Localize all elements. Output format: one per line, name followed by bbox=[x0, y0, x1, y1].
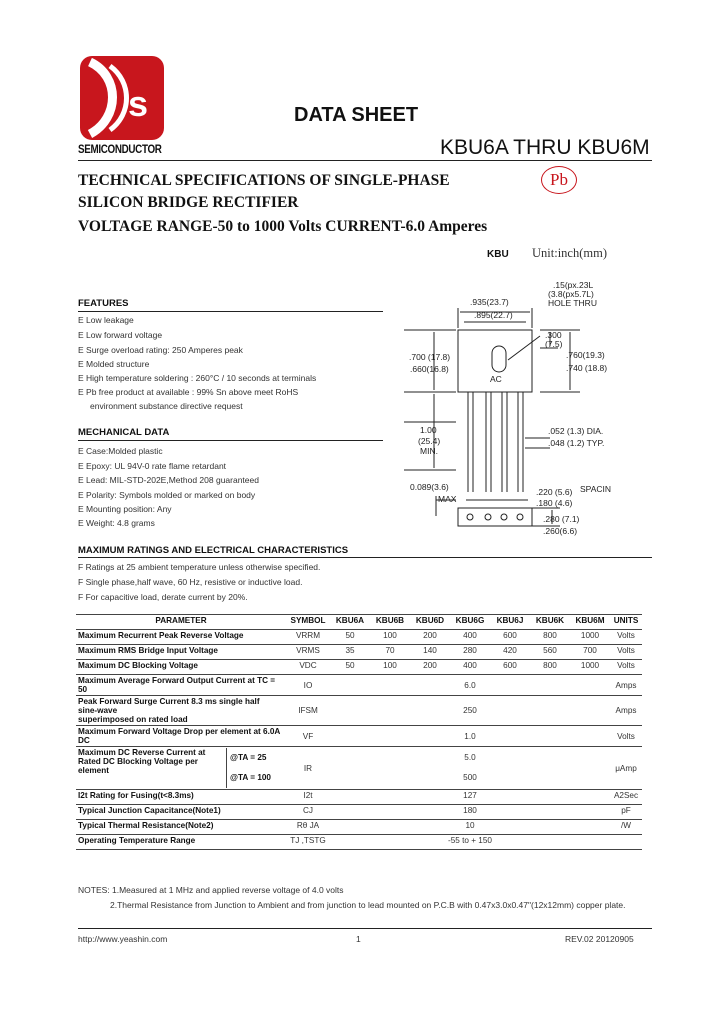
dim-hole-1: .15(px.23L bbox=[553, 280, 594, 290]
dim-hole-3: HOLE THRU bbox=[548, 298, 597, 308]
ratings-note: F For capacitive load, derate current by 20%. bbox=[78, 592, 248, 602]
unit-note: Unit:inch(mm) bbox=[532, 246, 607, 260]
revision: REV.02 20120905 bbox=[565, 934, 634, 944]
svg-text:s: s bbox=[128, 83, 149, 124]
table-row: Typical Thermal Resistance(Note2) Rθ JA 10 /W bbox=[76, 820, 642, 835]
dim-lead-length: 1.00 bbox=[420, 425, 437, 435]
ratings-rule bbox=[78, 557, 652, 558]
dim-body-height-min: .740 (18.8) bbox=[566, 363, 608, 373]
feature-item: E Molded structure bbox=[78, 359, 150, 369]
dim-width-max: .935(23.7) bbox=[470, 297, 509, 307]
dim-hole-offset: .300 bbox=[545, 330, 562, 340]
package-outline-drawing bbox=[400, 270, 650, 560]
model-range: KBU6A THRU KBU6M bbox=[440, 136, 650, 159]
footer-url[interactable]: http://www.yeashin.com bbox=[78, 934, 168, 944]
ac-label: AC bbox=[490, 374, 502, 384]
feature-item: environment substance directive request bbox=[90, 401, 243, 411]
note-2: 2.Thermal Resistance from Junction to Ambient and from junction to lead mounted on P.C.B with 0.47x3.0x0.47"(12x12mm) copper plate. bbox=[110, 900, 626, 910]
features-rule bbox=[78, 311, 383, 312]
table-row: Maximum Recurrent Peak Reverse Voltage VRRM 50 100 200 400 600 800 1000 Volts bbox=[76, 630, 642, 645]
ratings-note: F Ratings at 25 ambient temperature unless otherwise specified. bbox=[78, 562, 321, 572]
dim-width-min: .895(22.7) bbox=[474, 310, 513, 320]
dim-hole-offset-mm: (7.5) bbox=[545, 339, 563, 349]
header-rule bbox=[78, 160, 652, 161]
footer-rule bbox=[78, 928, 652, 929]
feature-item: E Low forward voltage bbox=[78, 330, 163, 340]
table-row: Maximum Average Forward Output Current at TC = 50 IO 6.0 Amps bbox=[76, 675, 642, 696]
spec-line-1: TECHNICAL SPECIFICATIONS OF SINGLE-PHASE bbox=[78, 172, 450, 189]
mechanical-item: E Polarity: Symbols molded or marked on body bbox=[78, 490, 256, 500]
table-row: Maximum DC Blocking Voltage VDC 50 100 200 400 600 800 1000 Volts bbox=[76, 660, 642, 675]
ir-condition-100: @TA = 100 bbox=[230, 773, 271, 782]
mechanical-title: MECHANICAL DATA bbox=[78, 427, 170, 438]
dim-depth-min: .260(6.6) bbox=[543, 526, 578, 536]
table-row: Peak Forward Surge Current 8.3 ms single half sine-wave superimposed on rated load IFSM 250 Amps bbox=[76, 696, 642, 726]
mechanical-item: E Weight: 4.8 grams bbox=[78, 518, 155, 528]
mechanical-item: E Case:Molded plastic bbox=[78, 446, 163, 456]
pb-free-mark: Pb bbox=[541, 166, 577, 194]
features-title: FEATURES bbox=[78, 298, 129, 309]
ratings-note: F Single phase,half wave, 60 Hz, resistive or inductive load. bbox=[78, 577, 303, 587]
ir-condition-25: @TA = 25 bbox=[230, 753, 267, 762]
ratings-title: MAXIMUM RATINGS AND ELECTRICAL CHARACTERISTICS bbox=[78, 545, 349, 556]
note-1: NOTES: 1.Measured at 1 MHz and applied reverse voltage of 4.0 volts bbox=[78, 885, 344, 895]
dim-lead-dia-min: .048 (1.2) TYP. bbox=[548, 438, 605, 448]
doc-title: DATA SHEET bbox=[294, 104, 419, 126]
package-name: KBU bbox=[487, 249, 509, 260]
dim-lead-min: MIN. bbox=[420, 446, 438, 456]
table-row: Typical Junction Capacitance(Note1) CJ 180 pF bbox=[76, 805, 642, 820]
dim-body-length-min: .660(16.8) bbox=[410, 364, 449, 374]
dim-spacing-label: SPACIN bbox=[580, 484, 612, 494]
spec-line-3: VOLTAGE RANGE-50 to 1000 Volts CURRENT-6.0 Amperes bbox=[78, 218, 488, 235]
table-row: Maximum Forward Voltage Drop per element at 6.0A DC VF 1.0 Volts bbox=[76, 726, 642, 747]
company-logo bbox=[80, 56, 164, 140]
dim-body-height-max: .760(19.3) bbox=[566, 350, 605, 360]
spec-line-2: SILICON BRIDGE RECTIFIER bbox=[78, 194, 299, 211]
ratings-table bbox=[76, 614, 642, 850]
feature-item: E High temperature soldering : 260°C / 10 seconds at terminals bbox=[78, 373, 317, 383]
dim-lead-dia-max: .052 (1.3) DIA. bbox=[548, 426, 604, 436]
dim-spacing-min: .180 (4.6) bbox=[536, 498, 573, 508]
table-header-row: PARAMETER SYMBOL KBU6A KBU6B KBU6D KBU6G KBU6J KBU6K KBU6M UNITS bbox=[76, 615, 642, 630]
dim-hole-2: (3.8(px5.7L) bbox=[548, 289, 594, 299]
dim-depth-max: .280 (7.1) bbox=[543, 514, 580, 524]
mechanical-item: E Lead: MIL-STD-202E,Method 208 guaranteed bbox=[78, 475, 259, 485]
company-name: SEMICONDUCTOR bbox=[78, 142, 162, 156]
table-row: Operating Temperature Range TJ ,TSTG -55 to + 150 bbox=[76, 835, 642, 850]
mechanical-item: E Mounting position: Any bbox=[78, 504, 172, 514]
feature-item: E Surge overload rating: 250 Amperes peak bbox=[78, 345, 243, 355]
mechanical-rule bbox=[78, 440, 383, 441]
feature-item: E Pb free product at available : 99% Sn above meet RoHS bbox=[78, 387, 299, 397]
table-row: I2t Rating for Fusing(t<8.3ms) I2t 127 A2Sec bbox=[76, 790, 642, 805]
dim-spacing-max: .220 (5.6) bbox=[536, 487, 573, 497]
table-row: Maximum DC Reverse Current at Rated DC Blocking Voltage per element @TA = 25 @TA = 100 IR 5.0 500 μAmp bbox=[76, 747, 642, 790]
page-number: 1 bbox=[356, 934, 361, 944]
dim-lead-length-mm: (25.4) bbox=[418, 436, 441, 446]
feature-item: E Low leakage bbox=[78, 315, 134, 325]
dim-thickness: 0.089(3.6) bbox=[410, 482, 449, 492]
dim-thickness-max: MAX bbox=[438, 494, 457, 504]
mechanical-item: E Epoxy: UL 94V-0 rate flame retardant bbox=[78, 461, 227, 471]
table-row: Maximum RMS Bridge Input Voltage VRMS 35 70 140 280 420 560 700 Volts bbox=[76, 645, 642, 660]
dim-body-length-max: .700 (17.8) bbox=[409, 352, 451, 362]
